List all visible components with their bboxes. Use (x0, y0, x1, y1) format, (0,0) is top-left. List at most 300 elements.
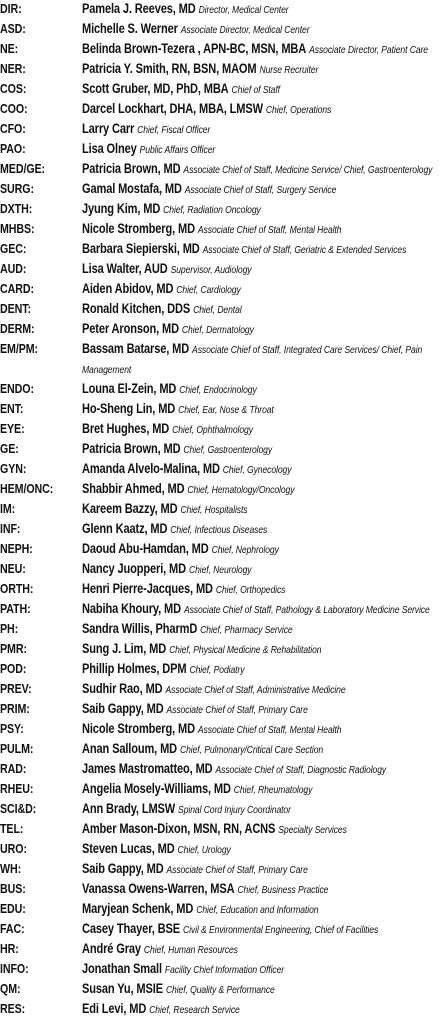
directory-entry (0, 720, 446, 740)
entry-text-line (82, 60, 445, 80)
directory-entry (0, 800, 446, 820)
directory-entry (0, 100, 446, 120)
entry-text-line (82, 260, 445, 280)
department-abbreviation: CFO: (0, 121, 26, 136)
entry-text-line (82, 20, 445, 40)
staff-title: Chief, Fiscal Officer (137, 125, 211, 136)
entry-text (82, 300, 446, 320)
entry-text-line (82, 320, 445, 340)
staff-name: Patricia Brown, MD (82, 441, 181, 456)
department-abbreviation: RAD: (0, 761, 27, 776)
department-abbreviation: INFO: (0, 961, 29, 976)
entry-text (82, 240, 446, 260)
entry-text-line (82, 560, 445, 580)
directory-entry (0, 920, 446, 940)
entry-text (82, 860, 446, 880)
staff-name: Amber Mason-Dixon, MSN, RN, ACNS (82, 821, 276, 836)
department-abbreviation: RES: (0, 1001, 26, 1016)
staff-title: Chief, Cardiology (176, 285, 241, 296)
entry-text-line (82, 100, 445, 120)
staff-name: James Mastromatteo, MD (82, 761, 213, 776)
staff-title: Chief, Dental (193, 305, 242, 316)
entry-text (82, 0, 446, 20)
staff-title: Facility Chief Information Officer (164, 965, 285, 976)
entry-text (82, 80, 446, 100)
department-abbreviation: AUD: (0, 261, 27, 276)
directory-entry (0, 620, 446, 640)
entry-text (82, 960, 446, 980)
staff-name: Saib Gappy, MD (82, 701, 164, 716)
department-abbreviation: COS: (0, 81, 27, 96)
entry-text (82, 620, 446, 640)
entry-text (82, 920, 446, 940)
directory-entry (0, 400, 446, 420)
department-abbreviation: NE: (0, 41, 19, 56)
staff-name: Bassam Batarse, MD (82, 341, 190, 356)
staff-name: Vanassa Owens-Warren, MSA (82, 881, 235, 896)
staff-title: Chief, Ear, Nose & Throat (178, 405, 274, 416)
staff-name: Ho-Sheng Lin, MD (82, 401, 176, 416)
directory-entry (0, 600, 446, 620)
entry-text-line (82, 440, 445, 460)
staff-title: Specialty Services (278, 825, 347, 836)
directory-entry (0, 840, 446, 860)
staff-name: Sudhir Rao, MD (82, 681, 163, 696)
entry-text (82, 180, 446, 200)
staff-title: Chief, Nephrology (211, 545, 279, 556)
department-abbreviation: GEC: (0, 241, 27, 256)
directory-entry (0, 820, 446, 840)
entry-text (82, 260, 446, 280)
staff-name: Larry Carr (82, 121, 135, 136)
department-abbreviation: TEL: (0, 821, 24, 836)
staff-name: Susan Yu, MSIE (82, 981, 163, 996)
staff-title: Associate Chief of Staff, Integrated Care Services/ Chief, Pain Management (82, 345, 423, 376)
staff-name: Shabbir Ahmed, MD (82, 481, 185, 496)
staff-name: Belinda Brown-Tezera , APN-BC, MSN, MBA (82, 41, 307, 56)
entry-text-line (82, 640, 445, 660)
staff-name: Lisa Walter, AUD (82, 261, 168, 276)
department-abbreviation: ENT: (0, 401, 24, 416)
entry-text (82, 320, 446, 340)
directory-entry (0, 960, 446, 980)
department-abbreviation: DIR: (0, 1, 22, 16)
entry-text (82, 440, 446, 460)
department-abbreviation: CARD: (0, 281, 34, 296)
entry-text (82, 800, 446, 820)
department-abbreviation: ASD: (0, 21, 26, 36)
directory-entry (0, 700, 446, 720)
department-abbreviation: EM/PM: (0, 341, 39, 356)
staff-name: Jonathan Small (82, 961, 162, 976)
staff-title: Chief, Rheumatology (233, 785, 313, 796)
department-abbreviation: HR: (0, 941, 19, 956)
staff-title: Chief, Gynecology (222, 465, 292, 476)
entry-text-line (82, 900, 445, 920)
directory-entry (0, 1000, 446, 1020)
department-abbreviation: MED/GE: (0, 161, 46, 176)
staff-title: Chief, Ophthalmology (172, 425, 253, 436)
entry-text-line (82, 160, 445, 180)
staff-title: Chief, Dermatology (181, 325, 254, 336)
staff-name: Scott Gruber, MD, PhD, MBA (82, 81, 229, 96)
department-abbreviation: PULM: (0, 741, 34, 756)
directory-entry (0, 20, 446, 40)
directory-entry (0, 160, 446, 180)
staff-name: Steven Lucas, MD (82, 841, 175, 856)
entry-text-line (82, 620, 445, 640)
staff-name: André Gray (82, 941, 141, 956)
directory-entry (0, 300, 446, 320)
entry-text-line (82, 740, 445, 760)
entry-text-line (82, 420, 445, 440)
entry-text-line (82, 540, 445, 560)
staff-name: Anan Salloum, MD (82, 741, 178, 756)
department-abbreviation: ENDO: (0, 381, 34, 396)
staff-title: Chief, Endocrinology (179, 385, 257, 396)
staff-title: Associate Director, Patient Care (309, 45, 428, 56)
staff-name: Patricia Y. Smith, RN, BSN, MAOM (82, 61, 257, 76)
department-abbreviation: PH: (0, 621, 19, 636)
staff-name: Henri Pierre-Jacques, MD (82, 581, 213, 596)
directory-entry (0, 80, 446, 100)
entry-text (82, 640, 446, 660)
directory-entry (0, 860, 446, 880)
entry-text-line (82, 660, 445, 680)
department-abbreviation: WH: (0, 861, 22, 876)
entry-text-line (82, 760, 445, 780)
staff-title: Supervisor, Audiology (170, 265, 252, 276)
department-abbreviation: PMR: (0, 641, 27, 656)
department-abbreviation: RHEU: (0, 781, 34, 796)
department-abbreviation: EDU: (0, 901, 26, 916)
staff-name: Kareem Bazzy, MD (82, 501, 178, 516)
staff-title: Public Affairs Officer (139, 145, 216, 156)
directory-entry (0, 0, 446, 20)
entry-text-line (82, 780, 445, 800)
entry-text-line (82, 520, 445, 540)
department-abbreviation: SURG: (0, 181, 34, 196)
staff-title: Chief, Operations (265, 105, 332, 116)
staff-title: Associate Chief of Staff, Mental Health (197, 225, 342, 236)
entry-text (82, 580, 446, 600)
department-abbreviation: PSY: (0, 721, 24, 736)
entry-text (82, 720, 446, 740)
directory-entry (0, 520, 446, 540)
entry-text-line (82, 200, 445, 220)
directory-entry (0, 660, 446, 680)
entry-text-line (82, 220, 445, 240)
entry-text-line (82, 800, 445, 820)
staff-name: Gamal Mostafa, MD (82, 181, 182, 196)
entry-text (82, 700, 446, 720)
staff-name: Maryjean Schenk, MD (82, 901, 194, 916)
staff-title: Associate Chief of Staff, Surgery Service (184, 185, 337, 196)
directory-entry (0, 480, 446, 500)
directory-entry (0, 780, 446, 800)
staff-name: Nabiha Khoury, MD (82, 601, 181, 616)
staff-title: Associate Director, Medical Center (180, 25, 310, 36)
department-abbreviation: SCI&D: (0, 801, 37, 816)
directory-entry (0, 380, 446, 400)
entry-text (82, 560, 446, 580)
entry-text-line (82, 940, 445, 960)
staff-title: Chief, Infectious Diseases (170, 525, 268, 536)
entry-text (82, 600, 446, 620)
staff-title: Chief, Podiatry (189, 665, 245, 676)
entry-text (82, 540, 446, 560)
directory-entry (0, 540, 446, 560)
directory-entry (0, 440, 446, 460)
entry-text-line (82, 820, 445, 840)
staff-title: Chief, Orthopedics (215, 585, 286, 596)
entry-text-line (82, 400, 445, 420)
staff-title: Associate Chief of Staff, Geriatric & Extended Services (202, 245, 407, 256)
entry-text-line (82, 40, 445, 60)
directory-entry (0, 120, 446, 140)
staff-title: Associate Chief of Staff, Medicine Service/ Chief, Gastroenterology (183, 165, 433, 176)
directory-entry (0, 740, 446, 760)
staff-name: Glenn Kaatz, MD (82, 521, 168, 536)
department-abbreviation: MHBS: (0, 221, 35, 236)
entry-text (82, 840, 446, 860)
staff-name: Saib Gappy, MD (82, 861, 164, 876)
staff-name: Louna El-Zein, MD (82, 381, 177, 396)
entry-text (82, 120, 446, 140)
staff-name: Patricia Brown, MD (82, 161, 181, 176)
entry-text (82, 420, 446, 440)
entry-text (82, 980, 446, 1000)
staff-title: Chief, Neurology (188, 565, 252, 576)
department-abbreviation: GE: (0, 441, 19, 456)
entry-text (82, 460, 446, 480)
staff-name: Daoud Abu-Hamdan, MD (82, 541, 209, 556)
staff-name: Nicole Stromberg, MD (82, 721, 195, 736)
department-abbreviation: BUS: (0, 881, 26, 896)
entry-text (82, 220, 446, 240)
staff-name: Michelle S. Werner (82, 21, 178, 36)
staff-title: Chief, Pharmacy Service (200, 625, 293, 636)
directory-entry (0, 500, 446, 520)
entry-text (82, 160, 446, 180)
department-abbreviation: GYN: (0, 461, 27, 476)
entry-text-line (82, 980, 445, 1000)
entry-text-line (82, 840, 445, 860)
entry-text-line (82, 300, 445, 320)
entry-text-line (82, 140, 445, 160)
staff-name: Phillip Holmes, DPM (82, 661, 187, 676)
directory-entry (0, 940, 446, 960)
directory-entry (0, 560, 446, 580)
staff-title: Chief, Research Service (149, 1005, 240, 1016)
directory-entry (0, 900, 446, 920)
department-abbreviation: DERM: (0, 321, 35, 336)
directory-entry (0, 60, 446, 80)
entry-text-line (82, 860, 445, 880)
staff-name: Edi Levi, MD (82, 1001, 147, 1016)
entry-text-line (82, 180, 445, 200)
directory-entry (0, 40, 446, 60)
staff-name: Ronald Kitchen, DDS (82, 301, 191, 316)
entry-text (82, 520, 446, 540)
department-abbreviation: INF: (0, 521, 21, 536)
staff-title: Associate Chief of Staff, Diagnostic Radiology (215, 765, 387, 776)
entry-text (82, 500, 446, 520)
entry-text (82, 380, 446, 400)
entry-text-line (82, 340, 445, 380)
directory-entry (0, 220, 446, 240)
department-abbreviation: DXTH: (0, 201, 33, 216)
entry-text-line (82, 500, 445, 520)
staff-title: Associate Chief of Staff, Administrative Medicine (165, 685, 346, 696)
entry-text (82, 200, 446, 220)
staff-title: Director, Medical Center (198, 5, 289, 16)
entry-text-line (82, 240, 445, 260)
entry-text (82, 1000, 446, 1020)
department-abbreviation: NER: (0, 61, 26, 76)
staff-name: Jyung Kim, MD (82, 201, 161, 216)
department-abbreviation: DENT: (0, 301, 31, 316)
staff-title: Chief, Quality & Performance (165, 985, 275, 996)
staff-title: Associate Chief of Staff, Pathology & Laboratory Medicine Service (183, 605, 430, 616)
staff-title: Associate Chief of Staff, Primary Care (166, 705, 308, 716)
entry-text-line (82, 580, 445, 600)
department-abbreviation: COO: (0, 101, 28, 116)
staff-name: Darcel Lockhart, DHA, MBA, LMSW (82, 101, 263, 116)
entry-text (82, 100, 446, 120)
staff-title: Chief, Pulmonary/Critical Care Section (179, 745, 324, 756)
directory-entry (0, 140, 446, 160)
entry-text (82, 760, 446, 780)
staff-title: Chief of Staff (231, 85, 280, 96)
entry-text-line (82, 680, 445, 700)
department-abbreviation: HEM/ONC: (0, 481, 54, 496)
entry-text-line (82, 380, 445, 400)
entry-text-line (82, 80, 445, 100)
staff-name: Peter Aronson, MD (82, 321, 179, 336)
staff-title: Chief, Hospitalists (180, 505, 248, 516)
staff-name: Aiden Abidov, MD (82, 281, 174, 296)
entry-text-line (82, 960, 445, 980)
entry-text-line (82, 480, 445, 500)
department-abbreviation: URO: (0, 841, 27, 856)
directory-entry (0, 340, 446, 380)
directory-entry (0, 460, 446, 480)
directory-entry (0, 180, 446, 200)
department-abbreviation: IM: (0, 501, 16, 516)
staff-title: Chief, Gastroenterology (183, 445, 273, 456)
staff-title: Chief, Education and Information (196, 905, 319, 916)
directory-entry (0, 420, 446, 440)
directory-entry (0, 320, 446, 340)
entry-text-line (82, 280, 445, 300)
department-abbreviation: POD: (0, 661, 27, 676)
staff-title: Chief, Hematology/Oncology (187, 485, 295, 496)
entry-text-line (82, 0, 445, 20)
entry-text (82, 60, 446, 80)
department-abbreviation: NEPH: (0, 541, 33, 556)
staff-name: Casey Thayer, BSE (82, 921, 180, 936)
directory-entry (0, 200, 446, 220)
entry-text-line (82, 120, 445, 140)
directory-entry (0, 680, 446, 700)
entry-text (82, 660, 446, 680)
staff-name: Barbara Siepierski, MD (82, 241, 200, 256)
entry-text-line (82, 600, 445, 620)
department-abbreviation: PREV: (0, 681, 32, 696)
staff-name: Lisa Olney (82, 141, 137, 156)
entry-text (82, 940, 446, 960)
directory-entry (0, 240, 446, 260)
directory-entry (0, 280, 446, 300)
entry-text-line (82, 700, 445, 720)
staff-title: Nurse Recruiter (259, 65, 319, 76)
staff-title: Chief, Human Resources (143, 945, 238, 956)
entry-text (82, 680, 446, 700)
staff-title: Associate Chief of Staff, Primary Care (166, 865, 308, 876)
entry-text-line (82, 880, 445, 900)
entry-text (82, 280, 446, 300)
department-abbreviation: PAO: (0, 141, 26, 156)
entry-text (82, 140, 446, 160)
entry-text (82, 900, 446, 920)
staff-title: Chief, Business Practice (237, 885, 329, 896)
staff-name: Ann Brady, LMSW (82, 801, 176, 816)
entry-text (82, 340, 446, 380)
entry-text (82, 400, 446, 420)
entry-text (82, 740, 446, 760)
department-abbreviation: PATH: (0, 601, 31, 616)
entry-text (82, 40, 446, 60)
department-abbreviation: QM: (0, 981, 21, 996)
directory-entry (0, 980, 446, 1000)
directory-entry (0, 640, 446, 660)
staff-name: Sandra Willis, PharmD (82, 621, 198, 636)
staff-title: Chief, Radiation Oncology (163, 205, 261, 216)
directory-entry (0, 260, 446, 280)
department-abbreviation: ORTH: (0, 581, 34, 596)
department-abbreviation: PRIM: (0, 701, 30, 716)
staff-title: Chief, Urology (177, 845, 231, 856)
staff-name: Amanda Alvelo-Malina, MD (82, 461, 220, 476)
staff-name: Nancy Juopperi, MD (82, 561, 186, 576)
staff-name: Nicole Stromberg, MD (82, 221, 195, 236)
department-abbreviation: EYE: (0, 421, 25, 436)
staff-title: Spinal Cord Injury Coordinator (178, 805, 291, 816)
entry-text (82, 780, 446, 800)
department-abbreviation: NEU: (0, 561, 26, 576)
entry-text-line (82, 1000, 445, 1020)
entry-text (82, 820, 446, 840)
entry-text (82, 880, 446, 900)
staff-title: Associate Chief of Staff, Mental Health (197, 725, 342, 736)
staff-name: Angelia Mosely-Williams, MD (82, 781, 231, 796)
entry-text-line (82, 460, 445, 480)
staff-name: Sung J. Lim, MD (82, 641, 167, 656)
directory-entry (0, 580, 446, 600)
entry-text (82, 480, 446, 500)
directory-entry (0, 760, 446, 780)
entry-text-line (82, 720, 445, 740)
staff-name: Pamela J. Reeves, MD (82, 1, 196, 16)
staff-title: Civil & Environmental Engineering, Chief of Facilities (182, 925, 379, 936)
department-abbreviation: FAC: (0, 921, 25, 936)
entry-text (82, 20, 446, 40)
staff-name: Bret Hughes, MD (82, 421, 170, 436)
directory-entry (0, 880, 446, 900)
entry-text-line (82, 920, 445, 940)
staff-title: Chief, Physical Medicine & Rehabilitation (169, 645, 322, 656)
